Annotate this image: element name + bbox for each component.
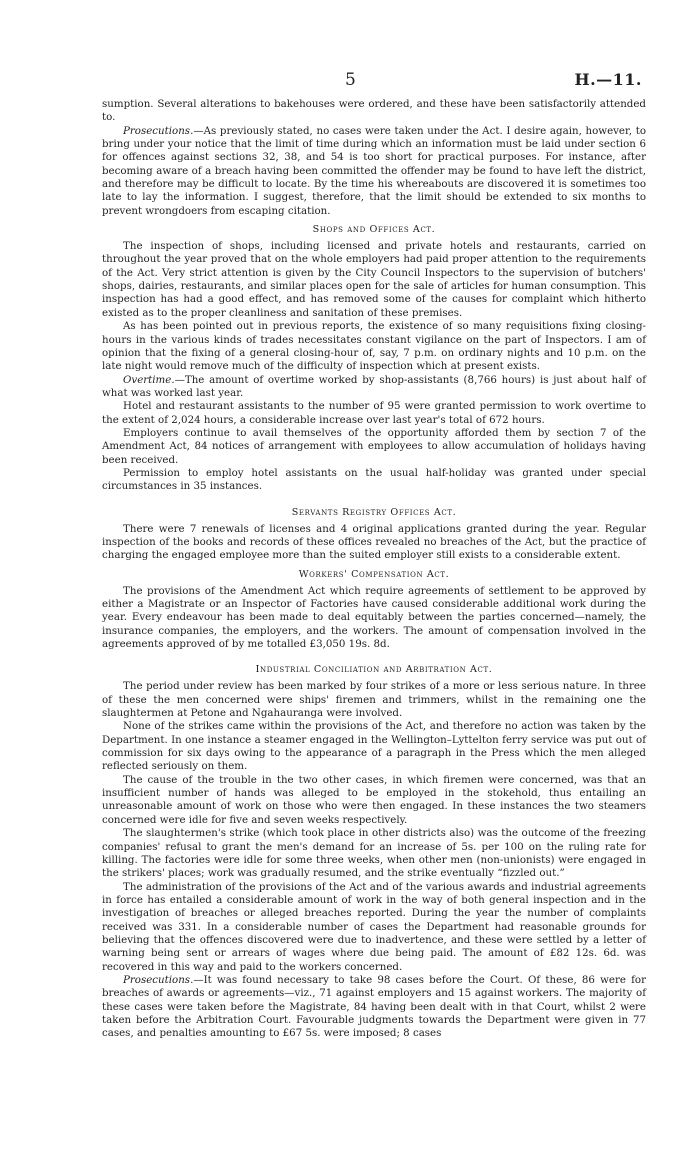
industrial-prosecutions-lead: Prosecutions.	[123, 973, 194, 986]
industrial-prosecutions-text: —It was found necessary to take 98 cases before the Court. Of these, 86 were for breaches of awards or agreements—viz., 71 against employers and 15 against workers. The majority of these cases were taken before the Magistrate, 84 having been dealt with in that Court, whilst 2 were taken before the Arbitration Court. Favourable judgments towards the Department were given in 77 cases, and penalties amounting to £67 5s. were imposed; 8 cases	[102, 973, 646, 1040]
heading-servants-registry-act: Servants Registry Offices Act.	[291, 506, 457, 518]
workers-paragraph-1: The provisions of the Amendment Act which require agreements of settlement to be approved by either a Magistrate or an Inspector of Factories have caused considerable additional work during the year. Every endeavour has been made to deal equitably between the parties concerned—namely, the insurance companies, the employers, and the workers. The amount of compensation involved in the agreements approved of by me totalled £3,050 19s. 8d.	[102, 584, 646, 651]
industrial-paragraph-1: The period under review has been marked by four strikes of a more or less serious nature. In three of these the men concerned were ships' firemen and trimmers, whilst in the remaining one the slaughtermen at Petone and Ngahauranga were involved.	[102, 680, 646, 720]
heading-shops-offices-act: Shops and Offices Act.	[312, 224, 436, 236]
industrial-paragraph-3: The cause of the trouble in the two other cases, in which firemen were concerned, was that an insufficient number of hands was alleged to be employed in the stokehold, thus entailing an unreasonable amount of work on those who were then engaged. In these instances the two steamers concerned were idle for five and seven weeks respectively.	[102, 773, 646, 826]
page-number: 5	[345, 70, 356, 90]
shops-paragraph-6: Permission to employ hotel assistants on the usual half-holiday was granted under special circumstances in 35 instances.	[102, 466, 646, 493]
prosecutions-lead: Prosecutions.	[123, 124, 194, 137]
prosecutions-paragraph	[102, 125, 646, 218]
shops-paragraph-5: Employers continue to avail themselves of the opportunity afforded them by section 7 of the Amendment Act, 84 notices of arrangement with employees to allow accumulation of holidays having been received.	[102, 426, 646, 466]
servants-paragraph-1: There were 7 renewals of licenses and 4 original applications granted during the year. Regular inspection of the books and records of these offices revealed no breaches of the Act, but the practice of charging the engaged employee more than the suited employer still exists to a considerable extent.	[102, 522, 646, 562]
page-header	[0, 70, 700, 94]
industrial-paragraph-2: None of the strikes came within the provisions of the Act, and therefore no action was taken by the Department. In one instance a steamer engaged in the Wellington–Lyttelton ferry service was put out of commission for six days owing to the appearance of a paragraph in the Press which the men alleged reflected seriously on them.	[102, 720, 646, 773]
industrial-prosecutions-paragraph	[102, 974, 646, 1041]
heading-workers-compensation-act: Workers' Compensation Act.	[298, 568, 450, 580]
overtime-lead: Overtime.	[123, 373, 175, 386]
page-body	[102, 98, 646, 1041]
prosecutions-text: —As previously stated, no cases were taken under the Act. I desire again, however, to bring under your notice that the limit of time during which an information must be laid under section 6 for offences against sections 32, 38, and 54 is too short for practical purposes. For instance, after becoming aware of a breach having been committed the offender may be found to have left the district, and therefore may be difficult to locate. By the time his whereabouts are discovered it is sometimes too late to lay the information. I suggest, therefore, that the limit should be extended to six months to prevent wrongdoers from escaping citation.	[102, 124, 646, 217]
heading-industrial-conciliation-act: Industrial Conciliation and Arbitration Act.	[255, 664, 493, 676]
overtime-text: —The amount of overtime worked by shop-assistants (8,766 hours) is just about half of what was worked last year.	[102, 373, 646, 399]
shops-paragraph-4: Hotel and restaurant assistants to the number of 95 were granted permission to work overtime to the extent of 2,024 hours, a considerable increase over last year's total of 672 hours.	[102, 400, 646, 426]
overtime-paragraph	[102, 374, 646, 401]
shops-paragraph-1: The inspection of shops, including licensed and private hotels and restaurants, carried on throughout the year proved that on the whole employers had paid proper attention to the requirements of the Act. Very strict attention is given by the City Council Inspectors to the supervision of butchers' shops, dairies, restaurants, and similar places open for the sale of articles for human consumption. This inspection has had a good effect, and has removed some of the causes for complaint which hitherto existed as to the proper cleanliness and sanitation of these premises.	[102, 240, 646, 319]
shops-paragraph-2: As has been pointed out in previous reports, the existence of so many requisitions fixing closing-hours in the various kinds of trades necessitates constant vigilance on the part of Inspectors. I am of opinion that the fixing of a general closing-hour of, say, 7 p.m. on ordinary nights and 10 p.m. on the late night would remove much of the difficulty of inspection which at present exists.	[102, 320, 646, 373]
industrial-paragraph-4: The slaughtermen's strike (which took place in other districts also) was the outcome of the freezing companies' refusal to grant the men's demand for an increase of 5s. per 100 on the ruling rate for killing. The factories were idle for some three weeks, when other men (non-unionists) were engaged in the strikers' places; work was gradually resumed, and the strike eventually “fizzled out.”	[102, 827, 646, 880]
intro-paragraph: sumption. Several alterations to bakehouses were ordered, and these have been satisfactorily attended to.	[102, 98, 646, 124]
industrial-paragraph-5: The administration of the provisions of the Act and of the various awards and industrial agreements in force has entailed a considerable amount of work in the way of both general inspection and in the investigation of breaches or alleged breaches reported. During the year the number of complaints received was 331. In a considerable number of cases the Department had reasonable grounds for believing that the offences discovered were due to inadvertence, and these were settled by a letter of warning being sent or arrears of wages where due being paid. The amount of £82 12s. 6d. was recovered in this way and paid to the workers concerned.	[102, 880, 646, 973]
document-code: H.—11.	[574, 70, 642, 89]
